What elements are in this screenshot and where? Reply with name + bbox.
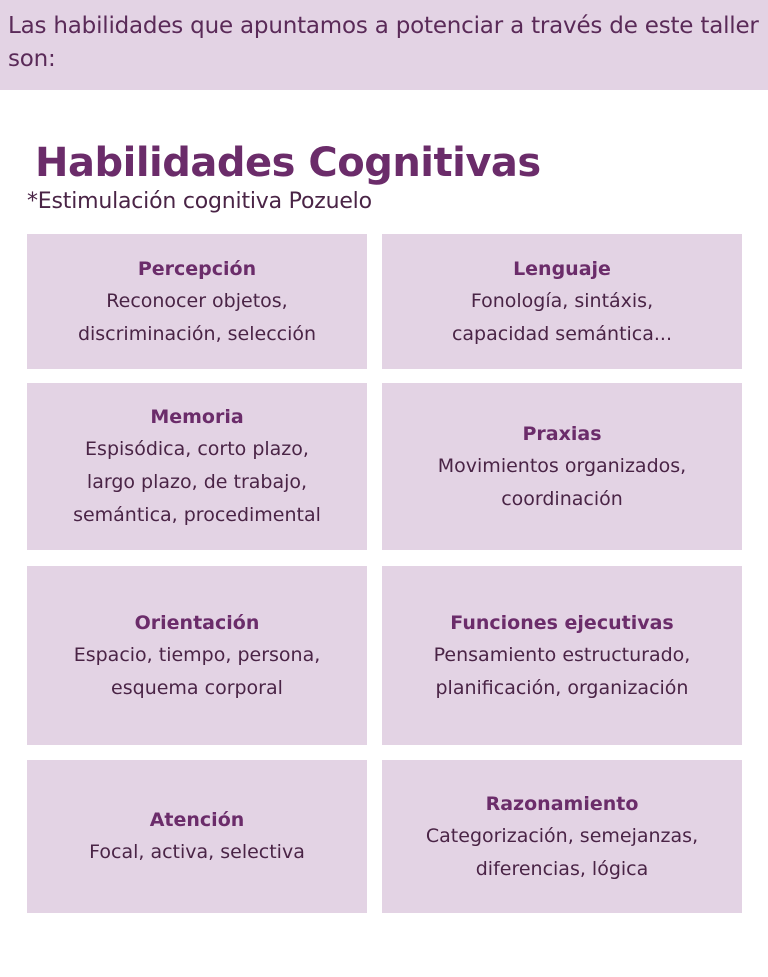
card-title: Atención bbox=[149, 809, 245, 831]
card-title: Percepción bbox=[137, 257, 257, 280]
card-description: Movimientos organizados, coordinación bbox=[437, 454, 687, 510]
card-praxias bbox=[382, 383, 742, 550]
card-title: Memoria bbox=[150, 406, 244, 428]
card-razonamiento bbox=[382, 760, 742, 913]
page-subtitle: *Estimulación cognitiva Pozuelo bbox=[27, 189, 372, 214]
card-description: Espacio, tiempo, persona, esquema corporal bbox=[73, 643, 321, 699]
card-lenguaje bbox=[382, 234, 742, 369]
page-title: Habilidades Cognitivas bbox=[35, 140, 541, 186]
card-title: Praxias bbox=[522, 422, 602, 445]
card-description: Pensamiento estructurado, planificación, organización bbox=[433, 643, 691, 699]
card-percepcion bbox=[27, 234, 367, 369]
card-description: Reconocer objetos, discriminación, selección bbox=[77, 289, 317, 345]
card-description: Fonología, sintáxis, capacidad semántica... bbox=[451, 289, 673, 345]
card-description: Espisódica, corto plazo, largo plazo, de trabajo, semántica, procedimental bbox=[73, 438, 321, 526]
card-memoria bbox=[27, 383, 367, 550]
intro-banner bbox=[0, 0, 768, 90]
card-atencion bbox=[27, 760, 367, 913]
card-title: Funciones ejecutivas bbox=[450, 611, 674, 634]
intro-text: Las habilidades que apuntamos a potenciar a través de este taller son: bbox=[8, 13, 759, 72]
card-funciones-ejecutivas bbox=[382, 566, 742, 745]
card-title: Lenguaje bbox=[513, 257, 611, 280]
card-orientacion bbox=[27, 566, 367, 745]
card-title: Orientación bbox=[134, 611, 260, 634]
card-description: Focal, activa, selectiva bbox=[89, 841, 305, 863]
card-title: Razonamiento bbox=[485, 792, 639, 815]
card-description: Categorización, semejanzas, diferencias, lógica bbox=[425, 824, 699, 880]
